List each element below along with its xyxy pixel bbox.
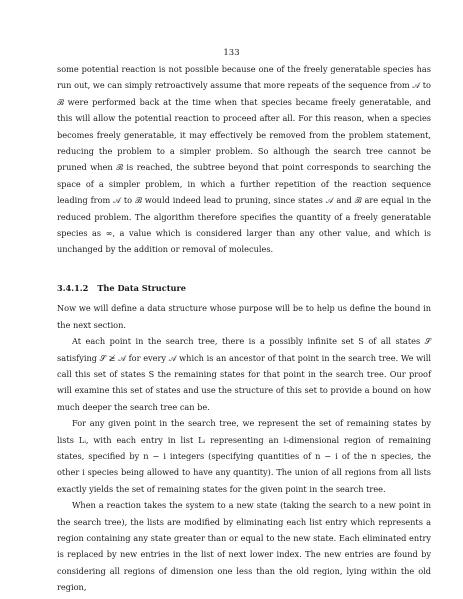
section-heading <box>57 280 431 296</box>
paragraph: Now we will define a data structure whose purpose will be to help us define the bound in the next section. <box>57 303 431 330</box>
paragraph: When a reaction takes the system to a new state (taking the search to a new point in the search tree), the lists are modified by eliminating each list entry which represents a region containing any state greater than or equal to the new state. Each eliminated entry is replaced by new entries in the list of next lower index. The new entries are found by considering all regions of dimension one less than the old region, lying within the old region, <box>57 500 431 593</box>
section-number: 3.4.1.2 <box>57 282 89 293</box>
paragraph: At each point in the search tree, there is a possibly infinite set S of all states 𝒮 satisfying 𝒮 ≱ 𝒜 for every 𝒜 which is an ancestor of that point in the search tree. We will call this set of states S the remaining states for that point in the search tree. Our proof will examine this set of states and use the structure of this set to provide a bound on how much deeper the search tree can be. <box>57 336 431 412</box>
section-gap <box>57 258 431 268</box>
paragraph: For any given point in the search tree, we represent the set of remaining states by lists Lᵢ, with each entry in list Lᵢ representing an i-dimensional region of remaining states, specified by n − i integers (specifying quantities of n − i of the n species, the other i species being allowed to have any quantity). The union of all regions from all lists exactly yields the set of remaining states for the given point in the search tree. <box>57 418 431 494</box>
paragraph: some potential reaction is not possible because one of the freely generatable species has run out, we can simply retroactively assume that more repeats of the sequence from 𝒜 to ℬ were performed back at the time when that species became freely generatable, and this will allow the potential reaction to proceed after all. For this reason, when a species becomes freely generatable, it may effectively be removed from the problem statement, reducing the problem to a simpler problem. So although the search tree cannot be pruned when ℬ is reached, the subtree beyond that point corresponds to searching the space of a simpler problem, in which a further repetition of the reaction sequence leading from 𝒜 to ℬ would indeed lead to pruning, since states 𝒜 and ℬ are equal in the reduced problem. The algorithm therefore specifies the quantity of a freely generatable species as ∞, a value which is considered larger than any other value, and which is unchanged by the addition or removal of molecules. <box>57 64 431 255</box>
page-body <box>57 61 431 596</box>
page-number: 133 <box>223 48 240 58</box>
section-title: The Data Structure <box>97 282 186 293</box>
